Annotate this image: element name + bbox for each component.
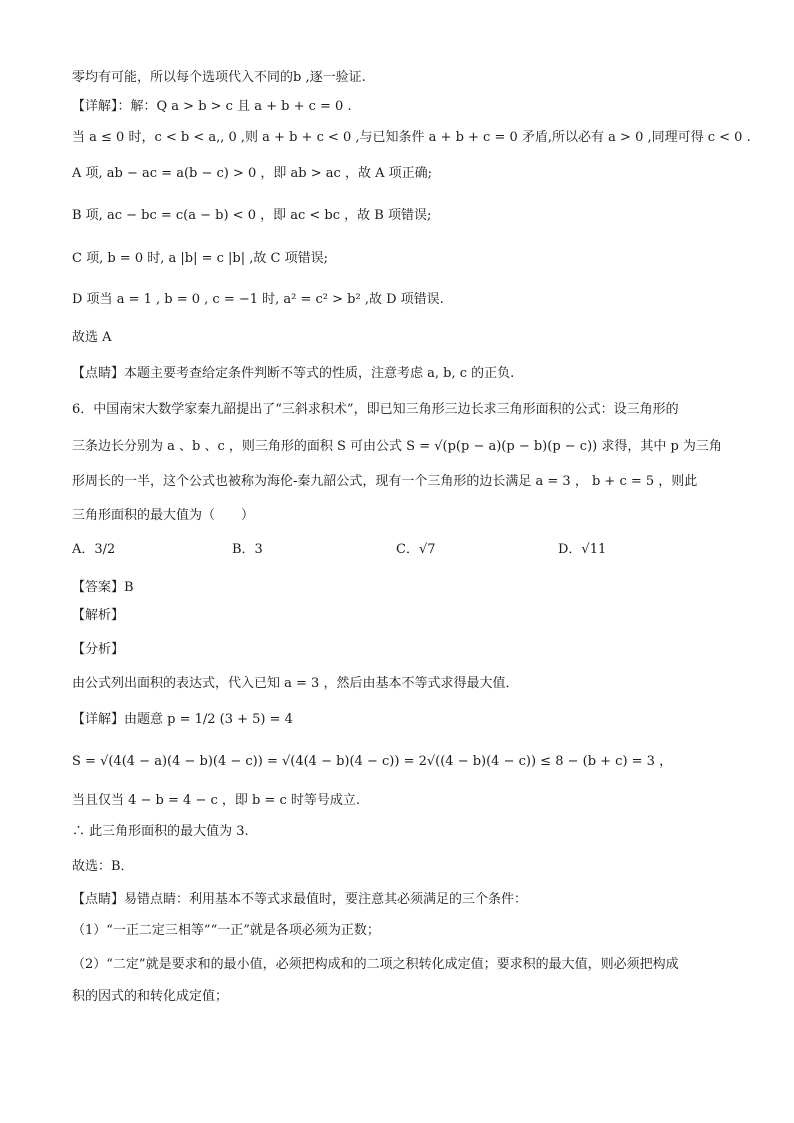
section-label: 【分析】 [72,642,125,657]
question-text: 三角形面积的最大值为（ ） [72,508,255,523]
option-d: D．√11 [558,542,607,557]
option-a: A．3/2 [72,542,116,557]
text-line: A 项, ab − ac = a(b − c) > 0 ，即 ab > ac ，故 A 项正确; [72,166,432,181]
text-line: 由公式列出面积的表达式，代入已知 a = 3 ，然后由基本不等式求得最大值． [72,676,519,691]
text-line: B 项, ac − bc = c(a − b) < 0 ，即 ac < bc ，故 B 项错误; [72,208,432,223]
text-line: D 项当 a = 1 , b = 0 , c = −1 时, a² = c² > b² ,故 D 项错误. [72,292,444,307]
question-text: 形周长的一半，这个公式也被称为海伦-秦九韶公式，现有一个三角形的边长满足 a = 3 ， b + c = 5 ，则此 [72,474,698,489]
question-text: 6．中国南宋大数学家秦九韶提出了“三斜求积术”，即已知三角形三边长求三角形面积的公式：设三角形的 [72,402,679,417]
section-label: 【解析】 [72,608,125,623]
text-line: 故选：B． [72,859,134,874]
text-line: ∴ 此三角形面积的最大值为 3. [72,824,249,839]
text-line: 【详解】由题意 p = 1/2 (3 + 5) = 4 [72,712,293,727]
text-line: 【点睛】本题主要考查给定条件判断不等式的性质，注意考虑 a, b, c 的正负. [72,366,515,381]
answer-options [72,540,734,562]
text-line: 当且仅当 4 − b = 4 − c ，即 b = c 时等号成立. [72,793,361,808]
text-line: 故选 A [72,330,112,345]
text-line: （1）“一正二定三相等”“一正”就是各项必须为正数； [72,923,380,938]
text-line: C 项, b = 0 时, a |b| = c |b| ,故 C 项错误; [72,251,328,266]
option-c: C．√7 [396,542,436,557]
text-line: （2）“二定”就是要求和的最小值，必须把构成和的二项之积转化成定值；要求积的最大值，则必须把构成 [72,957,679,972]
question-text: 三条边长分别为 a 、b 、c ，则三角形的面积 S 可由公式 S = √(p(p − a)(p − b)(p − c)) 求得，其中 p 为三角 [72,439,722,454]
text-line: 当 a ≤ 0 时，c < b < a,, 0 ,则 a + b + c < 0 ,与已知条件 a + b + c = 0 矛盾,所以必有 a > 0 ,同理可得 c < 0 . [72,130,751,145]
option-b: B．3 [232,542,263,557]
text-line: 【点睛】易错点睛：利用基本不等式求最值时，要注意其必须满足的三个条件： [72,892,528,907]
text-line: 零均有可能，所以每个选项代入不同的b ,逐一验证. [72,70,366,85]
answer-label: 【答案】B [72,580,134,595]
text-line: 积的因式的和转化成定值； [72,989,229,1004]
formula-line: S = √(4(4 − a)(4 − b)(4 − c)) = √(4(4 − b)(4 − c)) = 2√((4 − b)(4 − c)) ≤ 8 − (b + c) = 3 ， [72,754,673,769]
text-line: 【详解】：解：Q a > b > c 且 a + b + c = 0 . [72,99,352,114]
